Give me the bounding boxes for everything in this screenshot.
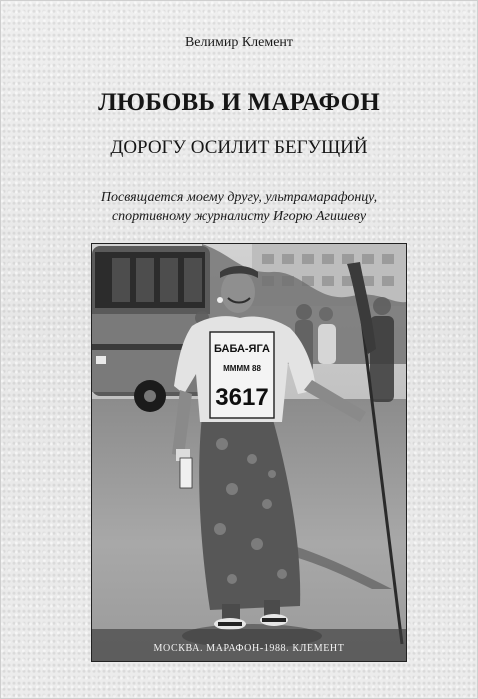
cover-photo: [91, 243, 407, 662]
runner-face: [221, 271, 255, 313]
marathon-runner-photo: [92, 244, 406, 661]
booklet: [180, 458, 192, 488]
bib-number: 3617: [215, 384, 269, 411]
book-subtitle: ДОРОГУ ОСИЛИТ БЕГУЩИЙ: [110, 137, 368, 158]
dedication-line-2: спортивному журналисту Игорю Агишеву: [111, 209, 367, 224]
author-name: Велимир Клемент: [184, 35, 294, 50]
book-title: ЛЮБОВЬ И МАРАФОН: [98, 89, 380, 116]
dedication-line-1: Посвящается моему другу, ультрамарафонцу,: [100, 190, 378, 205]
bib-event: ММММ 88: [223, 364, 261, 373]
dedication: [1, 188, 477, 226]
bib-name: БАБА-ЯГА: [214, 343, 270, 355]
photo-caption: МОСКВА. МАРАФОН-1988. КЛЕМЕНТ: [153, 643, 345, 654]
